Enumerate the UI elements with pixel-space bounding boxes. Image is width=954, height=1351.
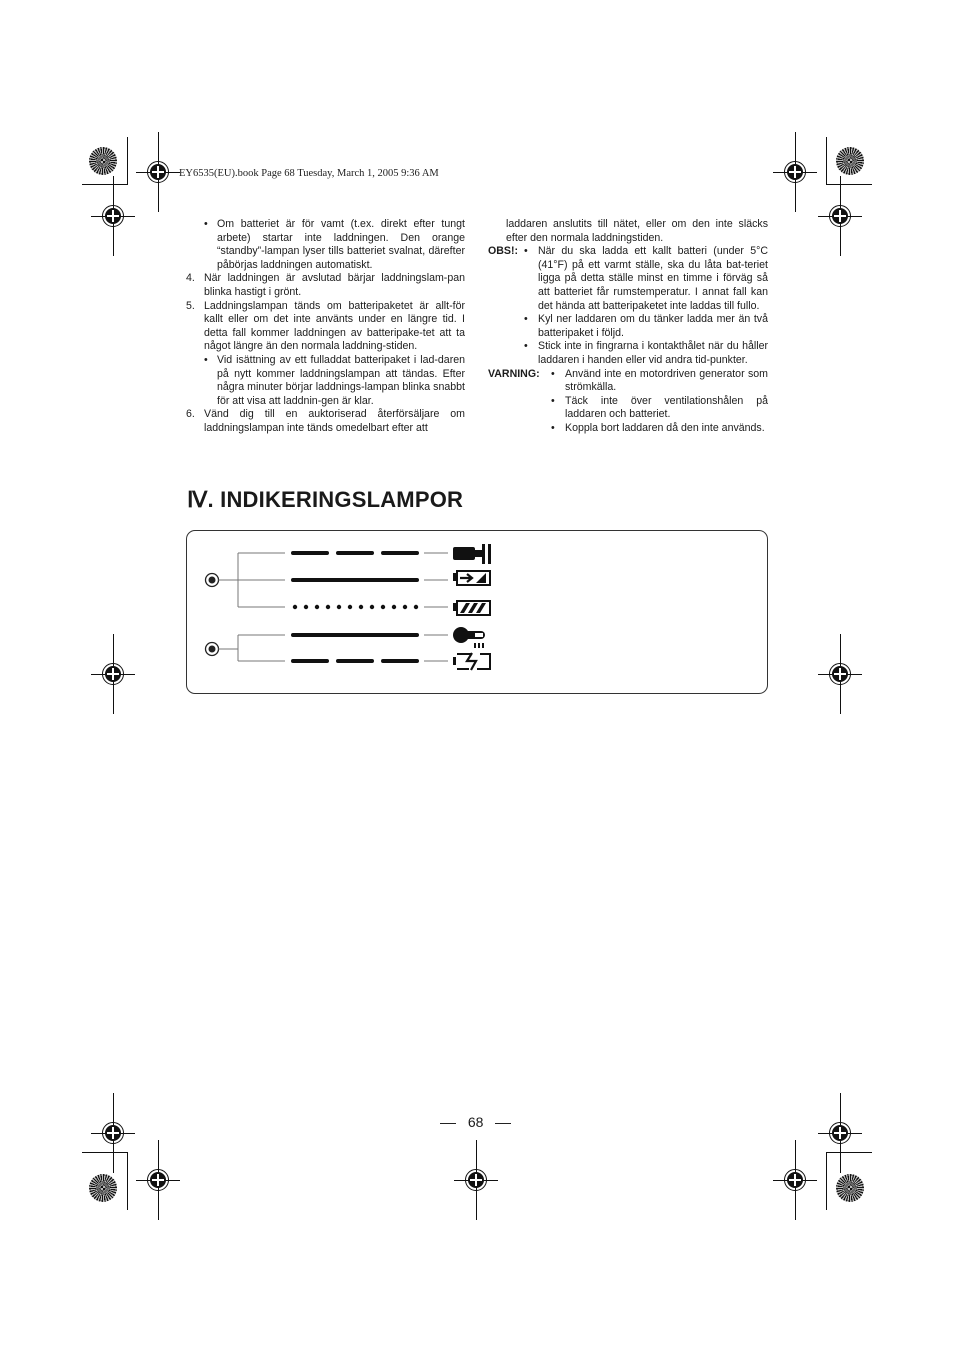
obs-label: OBS!:: [488, 245, 519, 258]
list-item-text: Koppla bort laddaren då den inte används.: [565, 421, 765, 434]
list-item: [186, 300, 465, 354]
list-item: [186, 354, 465, 408]
list-item: [488, 313, 768, 340]
plug-icon: [453, 544, 491, 564]
section-roman-numeral: Ⅳ: [187, 487, 208, 512]
battery-full-icon: [453, 601, 490, 615]
item-number: 6.: [186, 408, 195, 421]
pattern-dotted: [293, 605, 418, 609]
indicator-patterns: [293, 553, 418, 661]
lamp-top: [206, 574, 219, 587]
list-item-text: Stick inte in fingrarna i kontakthålet när du håller laddaren i handen eller vid andra tid-punkter.: [538, 340, 768, 366]
bullet: •: [551, 394, 555, 407]
section-title-text: . INDIKERINGSLAMPOR: [207, 487, 464, 512]
battery-fault-icon: [453, 653, 490, 670]
list-item-text: När laddningen är avslutad bärjar laddningslam-pan blinka hastigt i grönt.: [204, 272, 465, 298]
list-item: [488, 395, 768, 422]
battery-charging-icon: [453, 571, 490, 585]
connector-lines: [219, 553, 449, 661]
registration-starburst-icon: [89, 147, 117, 175]
indicator-diagram-panel: [186, 530, 768, 694]
registration-starburst-icon: [836, 147, 864, 175]
page-number-text: 68: [467, 1114, 484, 1130]
list-item-text: Täck inte över ventilationshålen på laddaren och batteriet.: [565, 394, 768, 421]
varning-note: [488, 368, 768, 395]
list-item-text: Vänd dig till en auktoriserad återförsäljare om laddningslampan inte tänds omedelbart efter att: [204, 408, 465, 434]
list-item-text: Använd inte en motordriven generator som strömkälla.: [565, 367, 768, 394]
section-title: [187, 487, 463, 513]
registration-starburst-icon: [89, 1174, 117, 1202]
print-file-info: EY6535(EU).book Page 68 Tuesday, March 1, 2005 9:36 AM: [179, 168, 439, 179]
list-item: [488, 422, 768, 436]
obs-note: [488, 245, 768, 313]
list-item: [186, 218, 465, 272]
list-item-text: Laddningslampan tänds om batteripaketet är allt-för kallt eller om det inte använts under en längre tid. I detta fall kommer laddningen av batteripake-tet att ta något längre än den normala laddning-stiden.: [204, 299, 465, 353]
indicator-diagram: [187, 531, 767, 693]
list-item-text: Vid isättning av ett fulladdat batteripaket i lad-daren på nytt kommer laddningslampan att tändas. Efter några minuter börjar laddnings-lampan blinka snabbt för att visa att laddnin-gen är klar.: [217, 353, 465, 407]
list-item: [186, 408, 465, 435]
bullet: •: [524, 245, 528, 258]
list-item-text: När du ska ladda ett kallt batteri (under 5°C (41°F) på ett varmt ställe, ska du låta bat-teriet ligga på detta ställe minst en timme i förväg så att batteriet får rumstemperatur. I annat fall kan det hända att batteripaketet inte laddas till fullo.: [538, 245, 768, 312]
item-number: 4.: [186, 272, 195, 285]
list-item: [186, 272, 465, 299]
page-number: [440, 1114, 511, 1130]
bullet: •: [551, 421, 555, 434]
left-column: [186, 218, 465, 436]
list-item-text: Kyl ner laddaren om du tänker ladda mer än två batteripaket i följd.: [538, 313, 768, 339]
right-column: [488, 218, 768, 436]
lamp-bottom: [206, 643, 219, 656]
registration-starburst-icon: [836, 1174, 864, 1202]
bullet: •: [204, 218, 208, 230]
bullet: •: [551, 367, 555, 380]
continuation-text: laddaren anslutits till nätet, eller om den inte släcks efter den normala laddningstiden.: [506, 218, 768, 244]
item-number: 5.: [186, 299, 195, 312]
bullet: •: [524, 313, 528, 326]
bullet: •: [524, 340, 528, 353]
list-item: [488, 340, 768, 367]
varning-label: VARNING:: [488, 367, 540, 380]
bullet: •: [204, 353, 208, 366]
thermometer-icon: [453, 627, 485, 648]
list-item-text: Om batteriet är för vamt (t.ex. direkt efter tungt arbete) startar inte laddningen. Den orange “standby”-lampan lyser tills batteriet svalnat, därefter påbörjas laddningen automatiskt.: [217, 218, 465, 271]
